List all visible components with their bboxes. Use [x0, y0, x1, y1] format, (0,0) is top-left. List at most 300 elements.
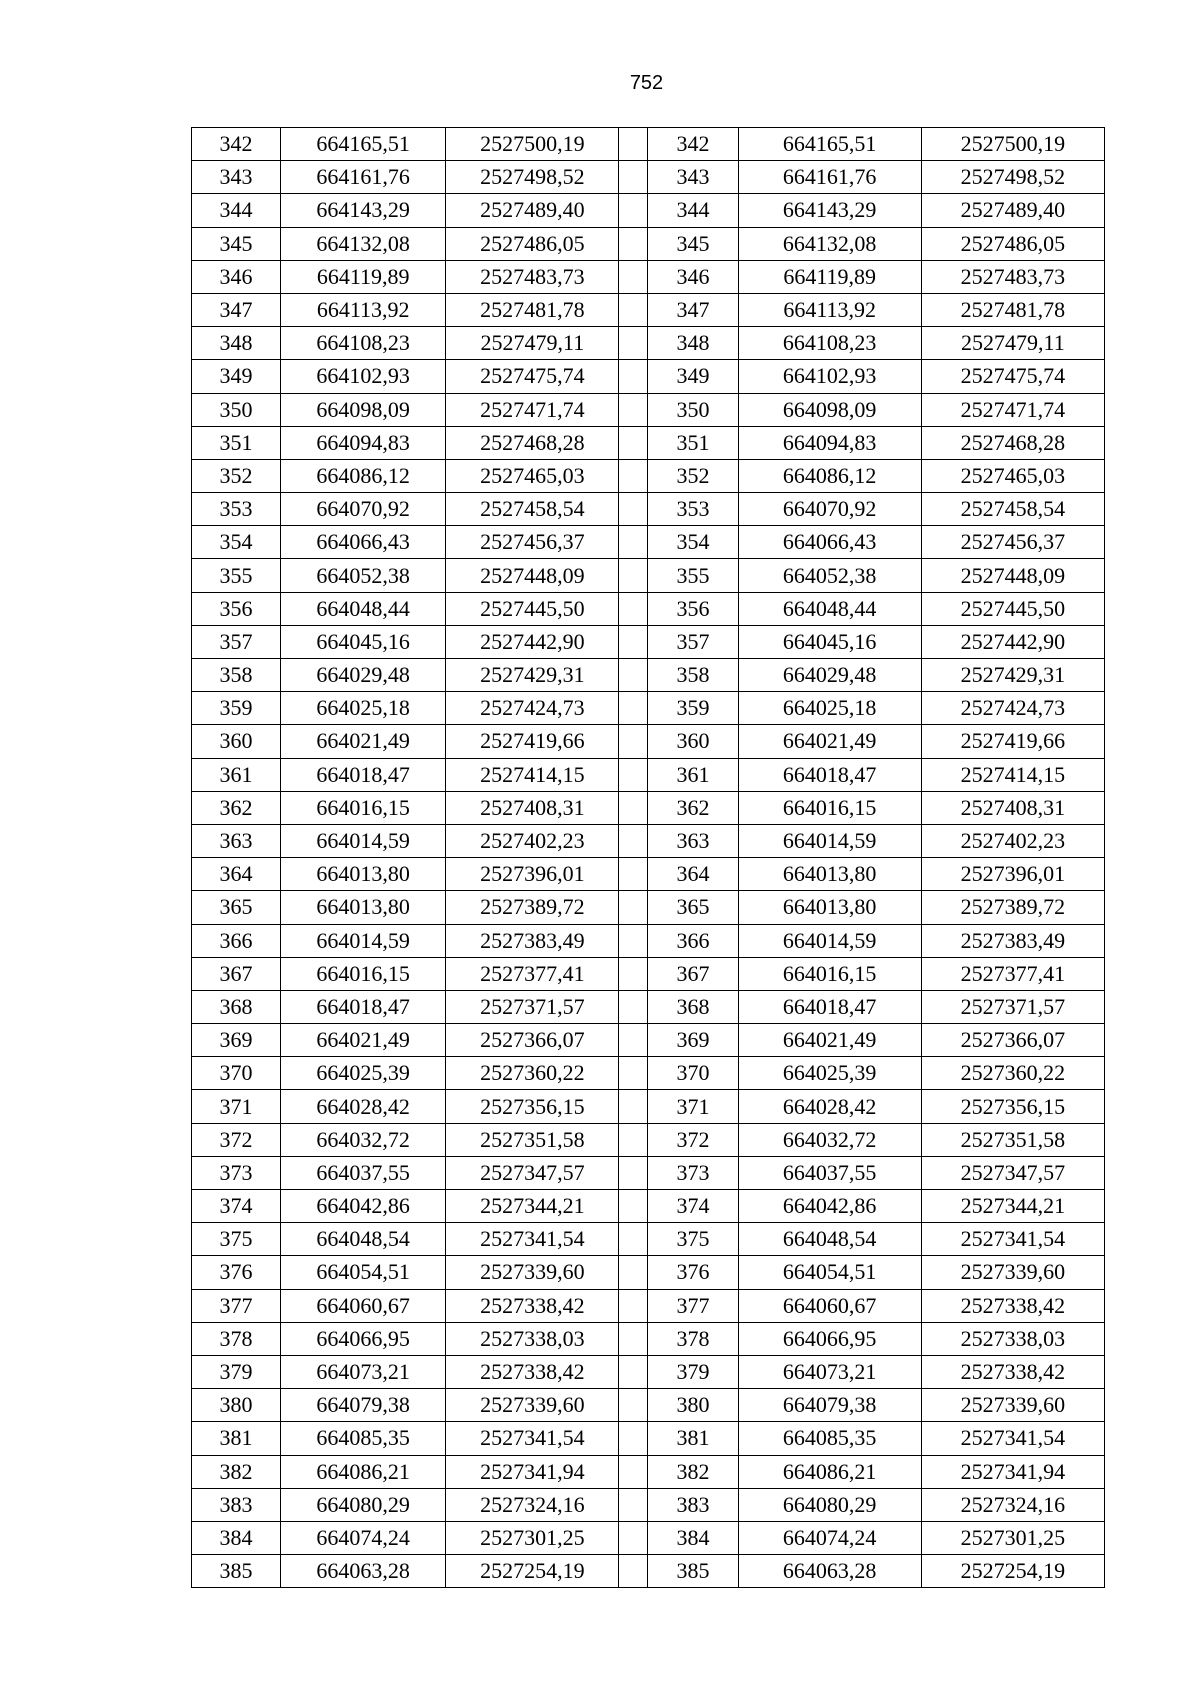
left-x-coordinate-cell: 664161,76: [281, 161, 446, 194]
right-y-coordinate-cell: 2527338,03: [921, 1322, 1104, 1355]
empty-separator-cell: [619, 1057, 648, 1090]
right-point-number-cell: 382: [648, 1455, 738, 1488]
right-point-number-cell: 344: [648, 194, 738, 227]
table-row: [192, 1422, 1105, 1455]
right-y-coordinate-cell: 2527471,74: [921, 393, 1104, 426]
right-point-number-cell: 349: [648, 360, 738, 393]
left-x-coordinate-cell: 664013,80: [281, 891, 446, 924]
right-y-coordinate-cell: 2527500,19: [921, 128, 1104, 161]
right-point-number-cell: 360: [648, 725, 738, 758]
right-point-number-cell: 363: [648, 824, 738, 857]
left-point-number-cell: 363: [192, 824, 281, 857]
empty-separator-cell: [619, 161, 648, 194]
right-x-coordinate-cell: 664016,15: [738, 791, 921, 824]
table-row: [192, 1156, 1105, 1189]
table-row: [192, 592, 1105, 625]
right-x-coordinate-cell: 664066,43: [738, 526, 921, 559]
left-point-number-cell: 360: [192, 725, 281, 758]
table-row: [192, 758, 1105, 791]
left-y-coordinate-cell: 2527475,74: [446, 360, 619, 393]
right-point-number-cell: 379: [648, 1355, 738, 1388]
right-x-coordinate-cell: 664021,49: [738, 725, 921, 758]
left-y-coordinate-cell: 2527483,73: [446, 260, 619, 293]
right-point-number-cell: 380: [648, 1389, 738, 1422]
coordinates-table-body: [192, 128, 1105, 1588]
left-point-number-cell: 367: [192, 957, 281, 990]
left-y-coordinate-cell: 2527396,01: [446, 858, 619, 891]
right-x-coordinate-cell: 664045,16: [738, 625, 921, 658]
left-y-coordinate-cell: 2527351,58: [446, 1123, 619, 1156]
right-y-coordinate-cell: 2527389,72: [921, 891, 1104, 924]
left-point-number-cell: 377: [192, 1289, 281, 1322]
right-y-coordinate-cell: 2527419,66: [921, 725, 1104, 758]
empty-separator-cell: [619, 393, 648, 426]
right-y-coordinate-cell: 2527341,54: [921, 1223, 1104, 1256]
right-y-coordinate-cell: 2527445,50: [921, 592, 1104, 625]
left-x-coordinate-cell: 664032,72: [281, 1123, 446, 1156]
table-row: [192, 559, 1105, 592]
left-x-coordinate-cell: 664025,18: [281, 692, 446, 725]
left-y-coordinate-cell: 2527338,42: [446, 1355, 619, 1388]
right-point-number-cell: 366: [648, 924, 738, 957]
table-row: [192, 1256, 1105, 1289]
left-y-coordinate-cell: 2527429,31: [446, 659, 619, 692]
empty-separator-cell: [619, 426, 648, 459]
right-y-coordinate-cell: 2527465,03: [921, 459, 1104, 492]
empty-separator-cell: [619, 1355, 648, 1388]
right-y-coordinate-cell: 2527324,16: [921, 1488, 1104, 1521]
right-x-coordinate-cell: 664086,21: [738, 1455, 921, 1488]
right-point-number-cell: 355: [648, 559, 738, 592]
left-x-coordinate-cell: 664086,21: [281, 1455, 446, 1488]
right-y-coordinate-cell: 2527366,07: [921, 1024, 1104, 1057]
table-row: [192, 1057, 1105, 1090]
left-x-coordinate-cell: 664080,29: [281, 1488, 446, 1521]
left-x-coordinate-cell: 664048,54: [281, 1223, 446, 1256]
right-y-coordinate-cell: 2527458,54: [921, 493, 1104, 526]
empty-separator-cell: [619, 692, 648, 725]
right-y-coordinate-cell: 2527254,19: [921, 1555, 1104, 1588]
empty-separator-cell: [619, 990, 648, 1023]
table-row: [192, 625, 1105, 658]
right-x-coordinate-cell: 664018,47: [738, 990, 921, 1023]
left-point-number-cell: 351: [192, 426, 281, 459]
left-y-coordinate-cell: 2527414,15: [446, 758, 619, 791]
right-x-coordinate-cell: 664066,95: [738, 1322, 921, 1355]
left-x-coordinate-cell: 664074,24: [281, 1521, 446, 1554]
table-row: [192, 1521, 1105, 1554]
left-point-number-cell: 343: [192, 161, 281, 194]
left-point-number-cell: 385: [192, 1555, 281, 1588]
right-y-coordinate-cell: 2527383,49: [921, 924, 1104, 957]
left-x-coordinate-cell: 664045,16: [281, 625, 446, 658]
right-point-number-cell: 348: [648, 327, 738, 360]
left-y-coordinate-cell: 2527408,31: [446, 791, 619, 824]
left-x-coordinate-cell: 664042,86: [281, 1190, 446, 1223]
table-row: [192, 957, 1105, 990]
right-x-coordinate-cell: 664079,38: [738, 1389, 921, 1422]
right-x-coordinate-cell: 664165,51: [738, 128, 921, 161]
right-x-coordinate-cell: 664048,44: [738, 592, 921, 625]
right-y-coordinate-cell: 2527402,23: [921, 824, 1104, 857]
left-y-coordinate-cell: 2527445,50: [446, 592, 619, 625]
left-y-coordinate-cell: 2527456,37: [446, 526, 619, 559]
right-point-number-cell: 385: [648, 1555, 738, 1588]
left-point-number-cell: 344: [192, 194, 281, 227]
left-point-number-cell: 375: [192, 1223, 281, 1256]
left-point-number-cell: 359: [192, 692, 281, 725]
left-point-number-cell: 365: [192, 891, 281, 924]
table-row: [192, 1555, 1105, 1588]
empty-separator-cell: [619, 791, 648, 824]
table-row: [192, 459, 1105, 492]
left-point-number-cell: 373: [192, 1156, 281, 1189]
left-y-coordinate-cell: 2527339,60: [446, 1256, 619, 1289]
left-y-coordinate-cell: 2527338,42: [446, 1289, 619, 1322]
right-x-coordinate-cell: 664094,83: [738, 426, 921, 459]
left-point-number-cell: 370: [192, 1057, 281, 1090]
right-y-coordinate-cell: 2527360,22: [921, 1057, 1104, 1090]
right-point-number-cell: 384: [648, 1521, 738, 1554]
right-point-number-cell: 376: [648, 1256, 738, 1289]
right-x-coordinate-cell: 664048,54: [738, 1223, 921, 1256]
right-x-coordinate-cell: 664119,89: [738, 260, 921, 293]
table-row: [192, 858, 1105, 891]
left-point-number-cell: 342: [192, 128, 281, 161]
table-row: [192, 1190, 1105, 1223]
table-row: [192, 426, 1105, 459]
table-row: [192, 791, 1105, 824]
empty-separator-cell: [619, 891, 648, 924]
left-point-number-cell: 382: [192, 1455, 281, 1488]
empty-separator-cell: [619, 924, 648, 957]
right-y-coordinate-cell: 2527347,57: [921, 1156, 1104, 1189]
left-x-coordinate-cell: 664066,43: [281, 526, 446, 559]
left-point-number-cell: 346: [192, 260, 281, 293]
left-x-coordinate-cell: 664079,38: [281, 1389, 446, 1422]
right-point-number-cell: 381: [648, 1422, 738, 1455]
left-x-coordinate-cell: 664085,35: [281, 1422, 446, 1455]
empty-separator-cell: [619, 526, 648, 559]
left-y-coordinate-cell: 2527341,54: [446, 1223, 619, 1256]
right-y-coordinate-cell: 2527456,37: [921, 526, 1104, 559]
right-y-coordinate-cell: 2527481,78: [921, 293, 1104, 326]
left-point-number-cell: 350: [192, 393, 281, 426]
left-x-coordinate-cell: 664016,15: [281, 791, 446, 824]
empty-separator-cell: [619, 1422, 648, 1455]
right-point-number-cell: 371: [648, 1090, 738, 1123]
table-row: [192, 1322, 1105, 1355]
right-point-number-cell: 364: [648, 858, 738, 891]
left-y-coordinate-cell: 2527371,57: [446, 990, 619, 1023]
right-point-number-cell: 377: [648, 1289, 738, 1322]
right-point-number-cell: 353: [648, 493, 738, 526]
right-point-number-cell: 342: [648, 128, 738, 161]
left-point-number-cell: 380: [192, 1389, 281, 1422]
left-x-coordinate-cell: 664132,08: [281, 227, 446, 260]
left-y-coordinate-cell: 2527442,90: [446, 625, 619, 658]
left-point-number-cell: 347: [192, 293, 281, 326]
left-x-coordinate-cell: 664029,48: [281, 659, 446, 692]
left-x-coordinate-cell: 664018,47: [281, 758, 446, 791]
empty-separator-cell: [619, 1322, 648, 1355]
right-x-coordinate-cell: 664060,67: [738, 1289, 921, 1322]
right-x-coordinate-cell: 664016,15: [738, 957, 921, 990]
left-point-number-cell: 354: [192, 526, 281, 559]
left-x-coordinate-cell: 664143,29: [281, 194, 446, 227]
table-row: [192, 260, 1105, 293]
left-point-number-cell: 353: [192, 493, 281, 526]
right-y-coordinate-cell: 2527475,74: [921, 360, 1104, 393]
right-x-coordinate-cell: 664102,93: [738, 360, 921, 393]
left-point-number-cell: 376: [192, 1256, 281, 1289]
left-y-coordinate-cell: 2527344,21: [446, 1190, 619, 1223]
left-y-coordinate-cell: 2527468,28: [446, 426, 619, 459]
left-point-number-cell: 378: [192, 1322, 281, 1355]
left-point-number-cell: 374: [192, 1190, 281, 1223]
right-x-coordinate-cell: 664037,55: [738, 1156, 921, 1189]
right-x-coordinate-cell: 664073,21: [738, 1355, 921, 1388]
left-x-coordinate-cell: 664018,47: [281, 990, 446, 1023]
table-row: [192, 1389, 1105, 1422]
right-y-coordinate-cell: 2527468,28: [921, 426, 1104, 459]
left-point-number-cell: 383: [192, 1488, 281, 1521]
left-point-number-cell: 361: [192, 758, 281, 791]
left-y-coordinate-cell: 2527465,03: [446, 459, 619, 492]
left-x-coordinate-cell: 664119,89: [281, 260, 446, 293]
left-x-coordinate-cell: 664016,15: [281, 957, 446, 990]
right-y-coordinate-cell: 2527448,09: [921, 559, 1104, 592]
table-row: [192, 924, 1105, 957]
left-x-coordinate-cell: 664054,51: [281, 1256, 446, 1289]
empty-separator-cell: [619, 592, 648, 625]
table-row: [192, 990, 1105, 1023]
table-row: [192, 725, 1105, 758]
right-x-coordinate-cell: 664086,12: [738, 459, 921, 492]
empty-separator-cell: [619, 493, 648, 526]
left-x-coordinate-cell: 664028,42: [281, 1090, 446, 1123]
left-x-coordinate-cell: 664098,09: [281, 393, 446, 426]
left-point-number-cell: 348: [192, 327, 281, 360]
empty-separator-cell: [619, 625, 648, 658]
left-x-coordinate-cell: 664063,28: [281, 1555, 446, 1588]
left-x-coordinate-cell: 664066,95: [281, 1322, 446, 1355]
right-x-coordinate-cell: 664143,29: [738, 194, 921, 227]
coordinates-table: [191, 127, 1105, 1588]
empty-separator-cell: [619, 260, 648, 293]
right-point-number-cell: 343: [648, 161, 738, 194]
left-x-coordinate-cell: 664060,67: [281, 1289, 446, 1322]
right-y-coordinate-cell: 2527486,05: [921, 227, 1104, 260]
left-y-coordinate-cell: 2527301,25: [446, 1521, 619, 1554]
right-point-number-cell: 378: [648, 1322, 738, 1355]
table-row: [192, 1289, 1105, 1322]
right-x-coordinate-cell: 664013,80: [738, 891, 921, 924]
right-point-number-cell: 361: [648, 758, 738, 791]
empty-separator-cell: [619, 1455, 648, 1488]
left-y-coordinate-cell: 2527324,16: [446, 1488, 619, 1521]
right-x-coordinate-cell: 664028,42: [738, 1090, 921, 1123]
right-y-coordinate-cell: 2527341,94: [921, 1455, 1104, 1488]
empty-separator-cell: [619, 1488, 648, 1521]
table-row: [192, 1355, 1105, 1388]
right-x-coordinate-cell: 664063,28: [738, 1555, 921, 1588]
left-y-coordinate-cell: 2527377,41: [446, 957, 619, 990]
right-x-coordinate-cell: 664014,59: [738, 824, 921, 857]
left-point-number-cell: 364: [192, 858, 281, 891]
left-x-coordinate-cell: 664102,93: [281, 360, 446, 393]
right-point-number-cell: 362: [648, 791, 738, 824]
left-x-coordinate-cell: 664094,83: [281, 426, 446, 459]
left-x-coordinate-cell: 664073,21: [281, 1355, 446, 1388]
empty-separator-cell: [619, 1123, 648, 1156]
left-x-coordinate-cell: 664037,55: [281, 1156, 446, 1189]
right-point-number-cell: 354: [648, 526, 738, 559]
right-x-coordinate-cell: 664054,51: [738, 1256, 921, 1289]
left-y-coordinate-cell: 2527356,15: [446, 1090, 619, 1123]
empty-separator-cell: [619, 227, 648, 260]
empty-separator-cell: [619, 1223, 648, 1256]
right-point-number-cell: 352: [648, 459, 738, 492]
right-y-coordinate-cell: 2527396,01: [921, 858, 1104, 891]
left-point-number-cell: 349: [192, 360, 281, 393]
empty-separator-cell: [619, 1521, 648, 1554]
left-x-coordinate-cell: 664013,80: [281, 858, 446, 891]
left-y-coordinate-cell: 2527254,19: [446, 1555, 619, 1588]
right-y-coordinate-cell: 2527371,57: [921, 990, 1104, 1023]
right-point-number-cell: 358: [648, 659, 738, 692]
table-row: [192, 1223, 1105, 1256]
right-y-coordinate-cell: 2527341,54: [921, 1422, 1104, 1455]
left-x-coordinate-cell: 664021,49: [281, 725, 446, 758]
left-point-number-cell: 366: [192, 924, 281, 957]
empty-separator-cell: [619, 459, 648, 492]
right-point-number-cell: 383: [648, 1488, 738, 1521]
right-point-number-cell: 375: [648, 1223, 738, 1256]
empty-separator-cell: [619, 1389, 648, 1422]
right-y-coordinate-cell: 2527338,42: [921, 1289, 1104, 1322]
empty-separator-cell: [619, 659, 648, 692]
left-x-coordinate-cell: 664052,38: [281, 559, 446, 592]
right-x-coordinate-cell: 664021,49: [738, 1024, 921, 1057]
table-row: [192, 526, 1105, 559]
empty-separator-cell: [619, 725, 648, 758]
left-y-coordinate-cell: 2527360,22: [446, 1057, 619, 1090]
right-y-coordinate-cell: 2527338,42: [921, 1355, 1104, 1388]
empty-separator-cell: [619, 128, 648, 161]
left-point-number-cell: 384: [192, 1521, 281, 1554]
left-point-number-cell: 381: [192, 1422, 281, 1455]
right-x-coordinate-cell: 664052,38: [738, 559, 921, 592]
right-y-coordinate-cell: 2527339,60: [921, 1389, 1104, 1422]
right-point-number-cell: 373: [648, 1156, 738, 1189]
empty-separator-cell: [619, 1190, 648, 1223]
left-y-coordinate-cell: 2527489,40: [446, 194, 619, 227]
left-x-coordinate-cell: 664025,39: [281, 1057, 446, 1090]
right-y-coordinate-cell: 2527301,25: [921, 1521, 1104, 1554]
left-y-coordinate-cell: 2527479,11: [446, 327, 619, 360]
table-row: [192, 327, 1105, 360]
table-row: [192, 360, 1105, 393]
empty-separator-cell: [619, 194, 648, 227]
right-point-number-cell: 347: [648, 293, 738, 326]
left-y-coordinate-cell: 2527338,03: [446, 1322, 619, 1355]
left-x-coordinate-cell: 664165,51: [281, 128, 446, 161]
right-y-coordinate-cell: 2527489,40: [921, 194, 1104, 227]
right-point-number-cell: 367: [648, 957, 738, 990]
right-x-coordinate-cell: 664013,80: [738, 858, 921, 891]
left-point-number-cell: 371: [192, 1090, 281, 1123]
right-x-coordinate-cell: 664074,24: [738, 1521, 921, 1554]
table-row: [192, 227, 1105, 260]
left-x-coordinate-cell: 664014,59: [281, 824, 446, 857]
left-point-number-cell: 355: [192, 559, 281, 592]
right-x-coordinate-cell: 664085,35: [738, 1422, 921, 1455]
right-x-coordinate-cell: 664098,09: [738, 393, 921, 426]
table-row: [192, 692, 1105, 725]
right-x-coordinate-cell: 664161,76: [738, 161, 921, 194]
right-y-coordinate-cell: 2527429,31: [921, 659, 1104, 692]
empty-separator-cell: [619, 1024, 648, 1057]
empty-separator-cell: [619, 1555, 648, 1588]
right-x-coordinate-cell: 664070,92: [738, 493, 921, 526]
right-point-number-cell: 345: [648, 227, 738, 260]
table-row: [192, 293, 1105, 326]
left-y-coordinate-cell: 2527458,54: [446, 493, 619, 526]
right-y-coordinate-cell: 2527424,73: [921, 692, 1104, 725]
left-point-number-cell: 345: [192, 227, 281, 260]
right-y-coordinate-cell: 2527498,52: [921, 161, 1104, 194]
left-x-coordinate-cell: 664108,23: [281, 327, 446, 360]
right-x-coordinate-cell: 664014,59: [738, 924, 921, 957]
table-row: [192, 393, 1105, 426]
left-point-number-cell: 357: [192, 625, 281, 658]
left-point-number-cell: 356: [192, 592, 281, 625]
left-y-coordinate-cell: 2527486,05: [446, 227, 619, 260]
left-point-number-cell: 362: [192, 791, 281, 824]
left-y-coordinate-cell: 2527498,52: [446, 161, 619, 194]
left-x-coordinate-cell: 664113,92: [281, 293, 446, 326]
right-y-coordinate-cell: 2527414,15: [921, 758, 1104, 791]
left-y-coordinate-cell: 2527341,54: [446, 1422, 619, 1455]
right-point-number-cell: 351: [648, 426, 738, 459]
right-y-coordinate-cell: 2527377,41: [921, 957, 1104, 990]
right-x-coordinate-cell: 664042,86: [738, 1190, 921, 1223]
page-number: 752: [629, 72, 664, 94]
right-point-number-cell: 350: [648, 393, 738, 426]
table-row: [192, 1123, 1105, 1156]
table-row: [192, 1024, 1105, 1057]
table-row: [192, 493, 1105, 526]
table-row: [192, 1090, 1105, 1123]
right-y-coordinate-cell: 2527408,31: [921, 791, 1104, 824]
right-point-number-cell: 356: [648, 592, 738, 625]
right-x-coordinate-cell: 664132,08: [738, 227, 921, 260]
right-y-coordinate-cell: 2527339,60: [921, 1256, 1104, 1289]
empty-separator-cell: [619, 360, 648, 393]
right-point-number-cell: 370: [648, 1057, 738, 1090]
right-y-coordinate-cell: 2527351,58: [921, 1123, 1104, 1156]
right-point-number-cell: 346: [648, 260, 738, 293]
empty-separator-cell: [619, 1289, 648, 1322]
left-y-coordinate-cell: 2527424,73: [446, 692, 619, 725]
left-point-number-cell: 372: [192, 1123, 281, 1156]
empty-separator-cell: [619, 758, 648, 791]
empty-separator-cell: [619, 1156, 648, 1189]
right-point-number-cell: 357: [648, 625, 738, 658]
right-point-number-cell: 374: [648, 1190, 738, 1223]
table-row: [192, 891, 1105, 924]
